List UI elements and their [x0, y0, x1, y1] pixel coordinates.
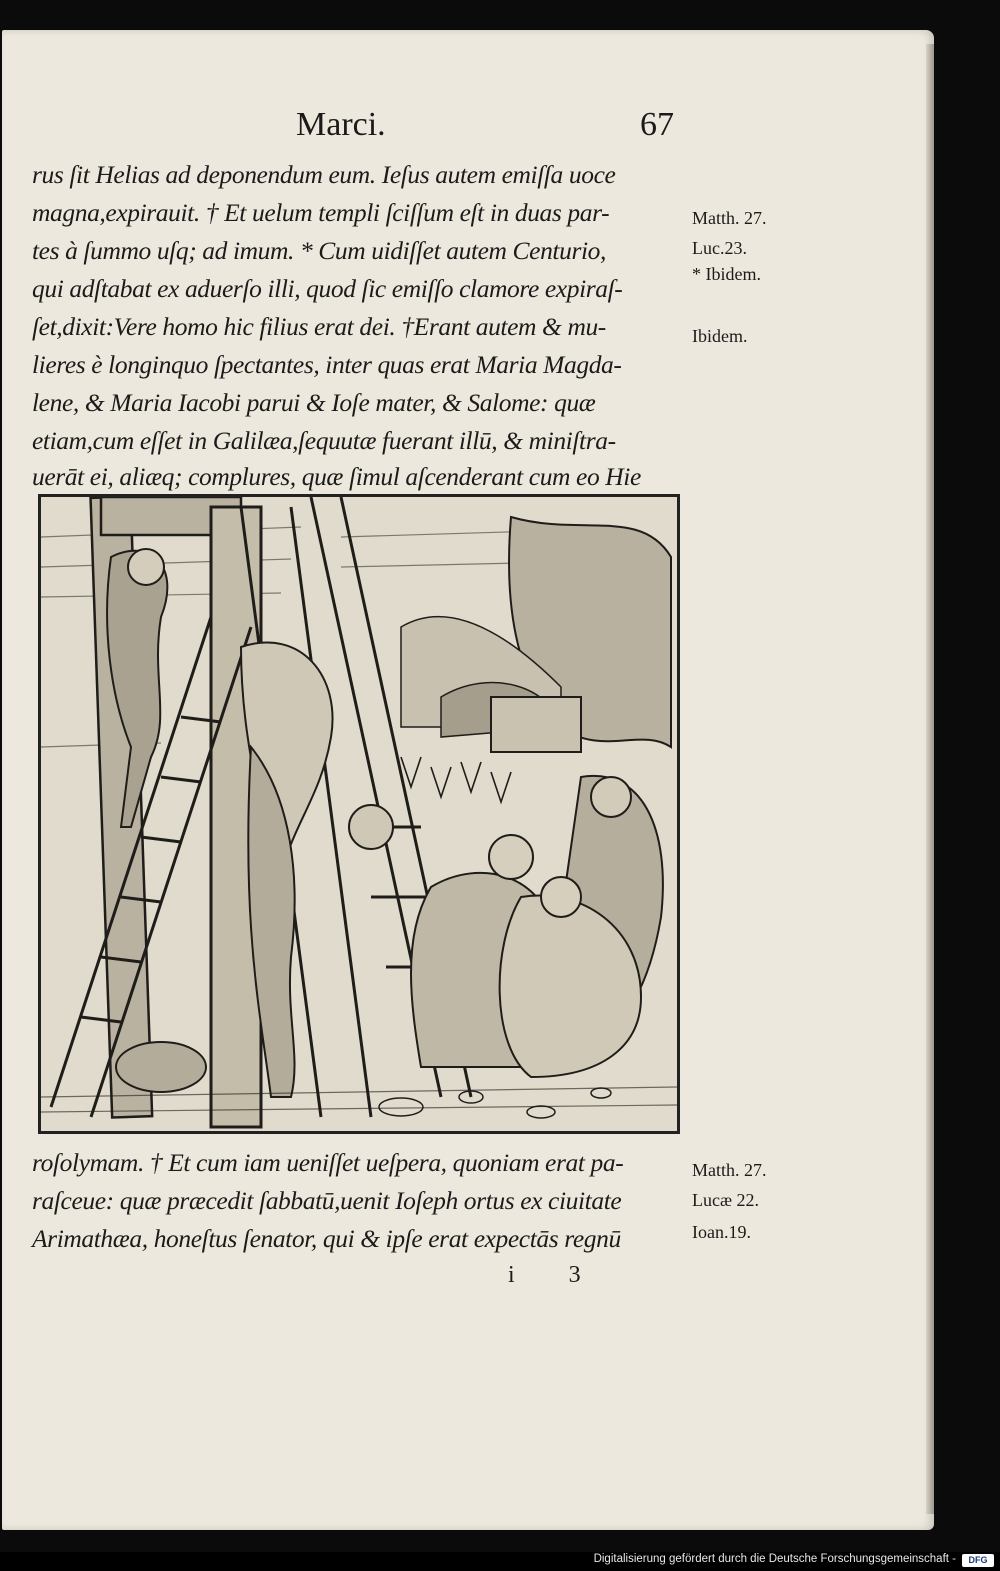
woodcut-illustration [38, 494, 680, 1134]
running-head: Marci. [296, 106, 386, 143]
margin-note: * Ibidem. [692, 264, 761, 284]
margin-note: Lucæ 22. [692, 1190, 759, 1210]
margin-note: Ioan.19. [692, 1222, 751, 1242]
text-line: lene, & Maria Iacobi parui & Ioſe mater, & Salome: quæ [32, 388, 596, 417]
margin-note: Luc.23. [692, 238, 747, 258]
margin-note: Matth. 27. [692, 208, 767, 228]
text-line: Arimathæa, honeſtus ſenator, qui & ipſe erat expectās regnū [32, 1224, 621, 1253]
page-number: 67 [640, 106, 674, 143]
text-line: lieres è longinquo ſpectantes, inter quas erat Maria Magda- [32, 350, 622, 379]
text-line: ſet,dixit:Vere homo hic filius erat dei. †Erant autem & mu- [32, 312, 606, 341]
text-line: qui adſtabat ex aduerſo illi, quod ſic emiſſo clamore expiraſ- [32, 274, 623, 303]
text-line: roſolymam. † Et cum iam ueniſſet ueſpera, quoniam erat pa- [32, 1148, 624, 1177]
text-line: rus ſit Helias ad deponendum eum. Ieſus autem emiſſa uoce [32, 160, 616, 189]
page-edge [926, 44, 934, 1514]
deposition-scene-image [41, 497, 677, 1131]
signature-mark: i 3 [508, 1262, 605, 1288]
margin-note: Ibidem. [692, 326, 748, 346]
text-line: uerāt ei, aliæq; complures, quæ ſimul aſcenderant cum eo Hie [32, 462, 641, 491]
text-line: raſceue: quæ præcedit ſabbatū,uenit Ioſeph ortus ex ciuitate [32, 1186, 622, 1215]
dfg-logo: DFG [962, 1554, 994, 1567]
text-line: tes à ſummo uſq; ad imum. * Cum uidiſſet autem Centurio, [32, 236, 606, 265]
text-line: magna,expirauit. † Et uelum templi ſciſſum eſt in duas par- [32, 198, 610, 227]
text-line: etiam,cum eſſet in Galilæa,ſequutæ fuerant illū, & miniſtra- [32, 426, 616, 455]
margin-note: Matth. 27. [692, 1160, 767, 1180]
funding-credit: Digitalisierung gefördert durch die Deutsche Forschungsgemeinschaft - [593, 1553, 956, 1565]
